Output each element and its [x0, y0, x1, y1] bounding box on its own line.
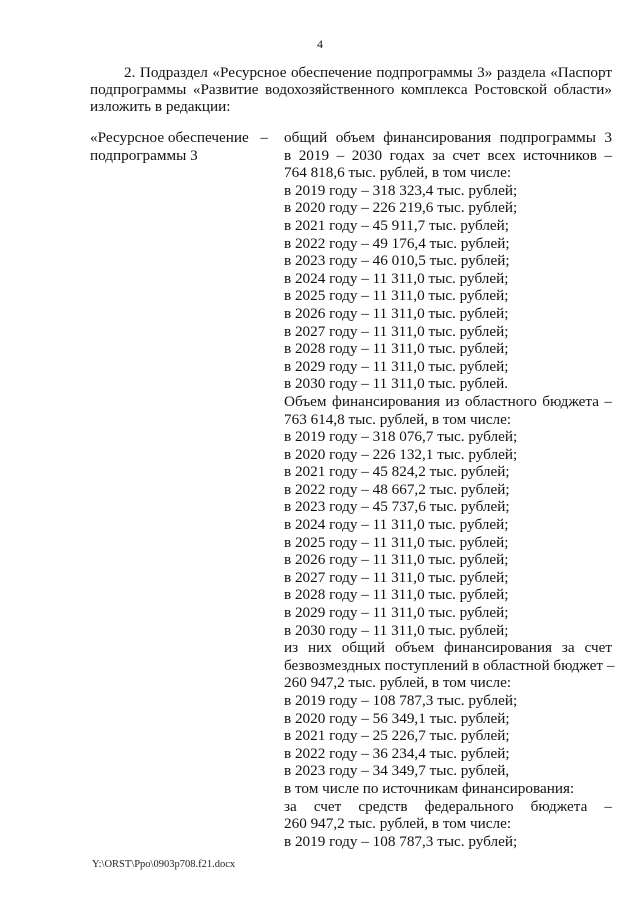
funding-line: в 2026 году – 11 311,0 тыс. рублей;: [284, 304, 509, 322]
funding-line: в 2019 году – 108 787,3 тыс. рублей;: [284, 692, 518, 709]
page-number: 4: [317, 37, 323, 51]
resource-label-row: [90, 129, 268, 147]
funding-line: в 2020 году – 226 132,1 тыс. рублей;: [284, 445, 518, 463]
funding-line: в 2022 году – 49 176,4 тыс. рублей;: [284, 234, 510, 252]
funding-line: безвозмездных поступлений в областной бюджет –: [284, 656, 615, 674]
intro-line: 2. Подраздел «Ресурсное обеспечение подпрограммы 3» раздела «Паспорт: [124, 64, 612, 81]
funding-line: в 2022 году – 36 234,4 тыс. рублей;: [284, 744, 510, 762]
funding-line: в 2023 году – 46 010,5 тыс. рублей;: [284, 252, 510, 270]
funding-line: за счет средств федерального бюджета –: [284, 797, 612, 815]
funding-line: в 2019 – 2030 годах за счет всех источников –: [284, 146, 612, 164]
intro-paragraph: [90, 64, 612, 116]
funding-line: в 2027 году – 11 311,0 тыс. рублей;: [284, 322, 509, 340]
resource-label-text: «Ресурсное обеспечение: [90, 129, 249, 146]
funding-line: в том числе по источникам финансирования:: [284, 779, 575, 797]
document-file-path: Y:\ORST\Ppo\0903p708.f21.docx: [92, 859, 236, 870]
funding-line: Объем финансирования из областного бюджета –: [284, 392, 612, 410]
funding-line: в 2021 году – 45 911,7 тыс. рублей;: [284, 216, 510, 234]
funding-line: в 2030 году – 11 311,0 тыс. рублей;: [284, 621, 509, 639]
resource-label: [90, 129, 268, 164]
funding-line: в 2020 году – 226 219,6 тыс. рублей;: [284, 199, 518, 217]
funding-line: в 2023 году – 45 737,6 тыс. рублей;: [284, 498, 510, 516]
funding-line: в 2028 году – 11 311,0 тыс. рублей;: [284, 340, 509, 358]
resource-details: [284, 129, 615, 850]
funding-line: в 2030 году – 11 311,0 тыс. рублей.: [284, 375, 509, 393]
funding-line: в 2025 году – 11 311,0 тыс. рублей;: [284, 533, 509, 551]
funding-line: в 2021 году – 45 824,2 тыс. рублей;: [284, 463, 510, 481]
funding-line: 763 614,8 тыс. рублей, в том числе:: [284, 410, 512, 428]
funding-line: в 2025 году – 11 311,0 тыс. рублей;: [284, 287, 509, 305]
intro-line: изложить в редакции:: [90, 98, 231, 116]
funding-line: в 2029 году – 11 311,0 тыс. рублей;: [284, 357, 509, 375]
funding-line: 260 947,2 тыс. рублей, в том числе:: [284, 674, 512, 692]
funding-line: в 2019 году – 108 787,3 тыс. рублей;: [284, 832, 518, 850]
funding-line: в 2024 году – 11 311,0 тыс. рублей;: [284, 516, 509, 534]
funding-line: в 2024 году – 11 311,0 тыс. рублей;: [284, 269, 509, 287]
funding-line: в 2027 году – 11 311,0 тыс. рублей;: [284, 568, 509, 586]
funding-line: в 2023 году – 34 349,7 тыс. рублей,: [284, 762, 510, 780]
funding-line: из них общий объем финансирования за счет: [284, 639, 612, 657]
resource-label-row: [90, 147, 268, 165]
funding-line: в 2028 году – 11 311,0 тыс. рублей;: [284, 586, 509, 604]
funding-line: 764 818,6 тыс. рублей, в том числе:: [284, 164, 512, 182]
funding-line: в 2020 году – 56 349,1 тыс. рублей;: [284, 709, 510, 727]
funding-line: в 2022 году – 48 667,2 тыс. рублей;: [284, 480, 510, 498]
resource-label-text: подпрограммы 3: [90, 146, 198, 164]
funding-line: в 2029 году – 11 311,0 тыс. рублей;: [284, 604, 509, 622]
intro-line: подпрограммы «Развитие водохозяйственного комплекса Ростовской области»: [90, 81, 612, 99]
funding-line: в 2019 году – 318 076,7 тыс. рублей;: [284, 428, 518, 446]
funding-line: общий объем финансирования подпрограммы 3: [284, 129, 612, 146]
funding-line: в 2021 году – 25 226,7 тыс. рублей;: [284, 727, 510, 745]
funding-line: в 2026 году – 11 311,0 тыс. рублей;: [284, 551, 509, 569]
funding-line: в 2019 году – 318 323,4 тыс. рублей;: [284, 181, 518, 199]
funding-line: 260 947,2 тыс. рублей, в том числе:: [284, 815, 512, 833]
label-dash: –: [260, 129, 268, 146]
